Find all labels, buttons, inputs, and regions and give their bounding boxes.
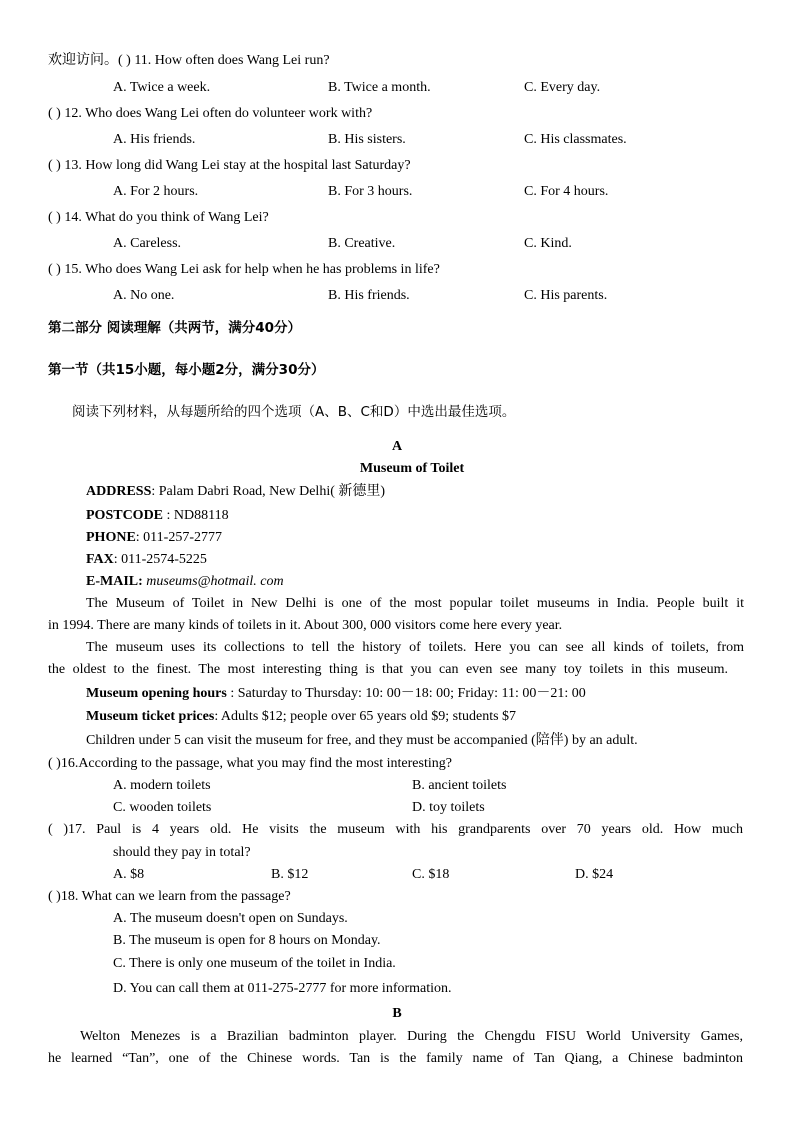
section-one-heading: 第一节（共15小题，每小题2分，满分30分）: [48, 362, 325, 378]
question-stem: ( ) 12. Who does Wang Lei often do volunteer work with?: [48, 106, 373, 121]
option-b: B. $12: [271, 867, 309, 882]
opening-hours-line: [86, 685, 586, 703]
option-a: A. For 2 hours.: [113, 184, 199, 199]
email-value: museums@hotmail. com: [142, 574, 284, 589]
option-d: D. You can call them at 011-275-2777 for more information.: [113, 981, 452, 996]
fax-label: FAX: [86, 552, 114, 567]
option-c: C. His classmates.: [524, 132, 627, 147]
opening-hours-label: Museum opening hours: [86, 686, 227, 701]
phone-value: : 011-257-2777: [135, 530, 222, 545]
address-value: : Palam Dabri Road, New Delhi( 新德里): [151, 484, 386, 499]
option-b: B. For 3 hours.: [328, 184, 413, 199]
question-stem: ( )16.According to the passage, what you may find the most interesting?: [48, 756, 452, 771]
option-a: A. No one.: [113, 288, 175, 303]
option-a: A. $8: [113, 867, 145, 882]
option-a: A. modern toilets: [113, 778, 211, 793]
postcode-line: [86, 507, 229, 525]
option-b: B. ancient toilets: [412, 778, 507, 793]
children-line: Children under 5 can visit the museum for free, and they must be accompanied (陪伴) by an adult.: [86, 733, 638, 748]
passage-letter: B: [392, 1006, 402, 1021]
address-label: ADDRESS: [86, 484, 152, 499]
option-c: C. His parents.: [524, 288, 608, 303]
question-stem: ( ) 15. Who does Wang Lei ask for help when he has problems in life?: [48, 262, 440, 277]
instructions: 阅读下列材料，从每题所给的四个选项（A、B、C和D）中选出最佳选项。: [72, 404, 516, 420]
option-a: A. The museum doesn't open on Sundays.: [113, 911, 348, 926]
email-label: E-MAIL:: [86, 574, 143, 589]
postcode-value: : ND88118: [163, 508, 229, 523]
passage-letter: A: [391, 439, 403, 454]
question-stem: ( ) 13. How long did Wang Lei stay at the hospital last Saturday?: [48, 158, 411, 173]
phone-label: PHONE: [86, 530, 136, 545]
paragraph-1-line-1: The Museum of Toilet in New Delhi is one of the most popular toilet museums in India. People built it: [86, 596, 744, 611]
paragraph-2-line-2: the oldest to the finest. The most interesting thing is that you can even see many toy toilets in this museum.: [48, 662, 728, 677]
question-stem: 欢迎访问。( ) 11. How often does Wang Lei run?: [48, 53, 330, 68]
postcode-label: POSTCODE: [86, 508, 164, 523]
passage-title: Museum of Toilet: [359, 461, 465, 476]
option-c: C. Kind.: [524, 236, 572, 251]
phone-line: [86, 529, 222, 547]
opening-hours-value: : Saturday to Thursday: 10: 00－18: 00; Friday: 11: 00－21: 00: [226, 686, 586, 701]
ticket-prices-label: Museum ticket prices: [86, 709, 215, 724]
option-d: D. $24: [575, 867, 614, 882]
option-d: D. toy toilets: [412, 800, 485, 815]
option-a: A. His friends.: [113, 132, 196, 147]
option-b: B. His friends.: [328, 288, 410, 303]
passage-b-line-1: Welton Menezes is a Brazilian badminton player. During the Chengdu FISU World University Games,: [80, 1029, 743, 1044]
option-c: C. $18: [412, 867, 450, 882]
option-b: B. Twice a month.: [328, 80, 431, 95]
fax-value: : 011-2574-5225: [113, 552, 207, 567]
option-b: B. The museum is open for 8 hours on Monday.: [113, 933, 381, 948]
paragraph-2-line-1: The museum uses its collections to tell the history of toilets. Here you can see all kinds of toilets, from: [86, 640, 744, 655]
ticket-prices-value: : Adults $12; people over 65 years old $9; students $7: [214, 709, 517, 724]
option-b: B. His sisters.: [328, 132, 406, 147]
option-c: C. For 4 hours.: [524, 184, 609, 199]
option-c: C. There is only one museum of the toilet in India.: [113, 956, 396, 971]
option-c: C. Every day.: [524, 80, 601, 95]
paragraph-1-line-2: in 1994. There are many kinds of toilets in it. About 300, 000 visitors come here every year.: [48, 618, 563, 633]
ticket-prices-line: [86, 708, 516, 726]
question-stem-line-1: ( )17. Paul is 4 years old. He visits the museum with his grandparents over 70 years old. How much: [48, 822, 743, 837]
question-stem: ( )18. What can we learn from the passage?: [48, 889, 291, 904]
fax-line: [86, 551, 207, 569]
option-b: B. Creative.: [328, 236, 396, 251]
option-a: A. Careless.: [113, 236, 182, 251]
address-line: [86, 483, 385, 501]
question-stem: ( ) 14. What do you think of Wang Lei?: [48, 210, 269, 225]
option-a: A. Twice a week.: [113, 80, 211, 95]
passage-b-line-2: he learned “Tan”, one of the Chinese words. Tan is the family name of Tan Qiang, a Chinese badminton: [48, 1051, 743, 1066]
part-two-heading: 第二部分 阅读理解（共两节，满分40分）: [48, 320, 301, 336]
email-line: [86, 573, 284, 591]
option-c: C. wooden toilets: [113, 800, 212, 815]
question-stem-line-2: should they pay in total?: [113, 845, 251, 860]
